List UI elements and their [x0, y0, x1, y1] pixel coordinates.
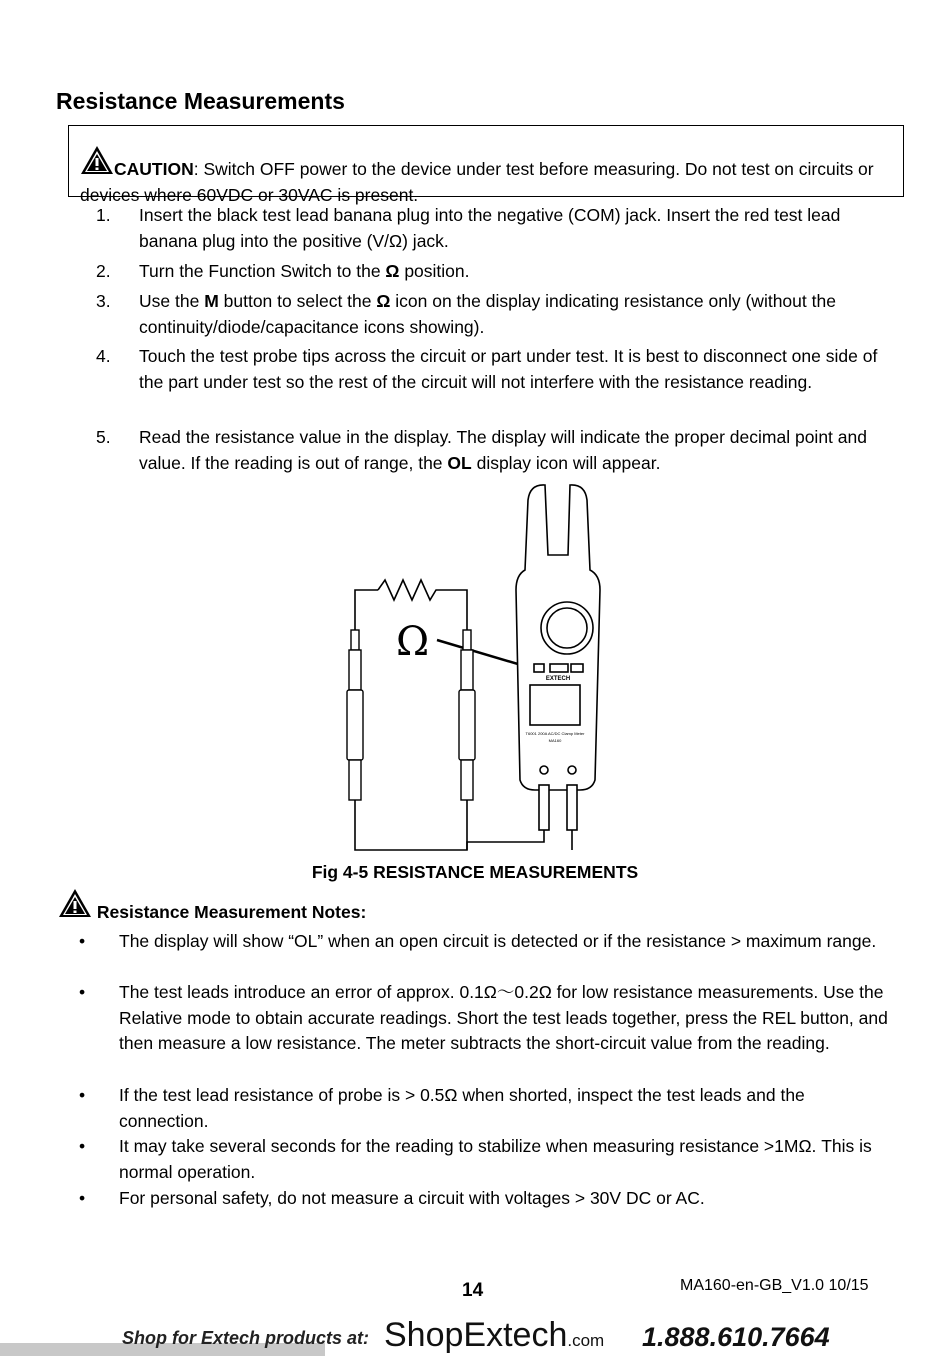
note-item	[79, 980, 889, 1057]
brand-name: ShopExtech	[384, 1316, 568, 1354]
page-title: Resistance Measurements	[56, 88, 345, 114]
omega-bold: Ω	[385, 261, 400, 281]
step-item	[96, 203, 899, 254]
bullet-icon: •	[79, 1188, 86, 1208]
bullet-icon: •	[79, 1085, 86, 1105]
page-number: 14	[462, 1280, 484, 1301]
bullet-icon: •	[79, 931, 86, 951]
meter-model-code: MA160	[548, 738, 562, 743]
step-text: Insert the black test lead banana plug into the negative (COM) jack. Insert the red test lead banana plug into the positive (V/Ω) jack.	[139, 205, 841, 251]
ol-bold: OL	[447, 452, 472, 473]
note-item	[79, 1186, 889, 1212]
caution-label: CAUTION	[114, 159, 194, 179]
step-number: 1.	[96, 205, 111, 225]
step-item	[96, 344, 899, 395]
probe-left	[347, 630, 363, 800]
step-text: Touch the test probe tips across the circuit or part under test. It is best to disconnect one side of the part under test so the rest of the circuit will not interfere with the resistance reading.	[139, 346, 878, 392]
notes-heading-row	[58, 888, 366, 926]
figure-caption: Fig 4-5 RESISTANCE MEASUREMENTS	[311, 862, 639, 882]
resistance-measurement-figure	[330, 480, 630, 860]
step-item	[96, 425, 899, 476]
caution-message: : Switch OFF power to the device under test before measuring. Do not test on circuits or devices where 60VDC or 30VAC is present.	[80, 159, 874, 205]
clamp-meter	[516, 485, 600, 830]
warning-icon	[80, 145, 114, 183]
note-text: The display will show “OL” when an open circuit is detected or if the resistance > maximum range.	[119, 931, 877, 951]
note-item	[79, 929, 889, 955]
note-text: It may take several seconds for the reading to stabilize when measuring resistance >1MΩ. This is normal operation.	[119, 1136, 872, 1182]
step-number: 2.	[96, 261, 111, 281]
footer-shop-text: Shop for Extech products at:	[122, 1328, 370, 1348]
note-text: For personal safety, do not measure a circuit with voltages > 30V DC or AC.	[119, 1188, 705, 1208]
note-item	[79, 1083, 889, 1134]
m-button-bold: M	[204, 291, 219, 311]
footer-brand-link[interactable]	[384, 1316, 604, 1355]
bullet-icon: •	[79, 1136, 86, 1156]
step-text: button to select the	[218, 291, 377, 311]
step-number: 4.	[96, 346, 111, 366]
step-text: Read the resistance value in the display. The display will indicate the proper decimal point and value. If the reading is out of range, the	[139, 427, 867, 473]
meter-brand: EXTECH	[545, 676, 571, 682]
step-item	[96, 289, 899, 340]
step-item	[96, 259, 899, 285]
step-text: display icon will appear.	[471, 452, 661, 473]
step-number: 3.	[96, 291, 111, 311]
note-text: The test leads introduce an error of approx. 0.1Ω～0.2Ω for low resistance measurements. Use the Relative mode to obtain accurate readings. Short the test leads together, press the REL button, and then measure a low resistance. The meter subtracts the short-circuit value from the reading.	[119, 982, 888, 1053]
step-text: position.	[399, 261, 470, 281]
step-text: Use the	[139, 291, 205, 311]
omega-bold: Ω	[376, 291, 391, 311]
meter-model-text: T6001 200A AC/DC Clamp Meter	[525, 731, 585, 736]
bullet-icon: •	[79, 982, 86, 1002]
notes-heading: Resistance Measurement Notes:	[96, 902, 367, 922]
step-text: icon on the display indicating resistance only (without the continuity/diode/capacitance icons showing).	[139, 291, 836, 337]
step-number: 5.	[96, 427, 111, 447]
caution-text	[80, 145, 880, 208]
footer-phone: 1.888.610.7664	[642, 1322, 830, 1352]
omega-symbol: Ω	[396, 619, 430, 665]
note-text: If the test lead resistance of probe is > 0.5Ω when shorted, inspect the test leads and the connection.	[119, 1085, 805, 1131]
note-item	[79, 1134, 889, 1185]
step-text: Turn the Function Switch to the	[139, 261, 386, 281]
brand-suffix: .com	[567, 1331, 605, 1350]
warning-icon	[58, 888, 92, 926]
probe-right	[459, 630, 475, 800]
document-code: MA160-en-GB_V1.0 10/15	[680, 1277, 869, 1294]
